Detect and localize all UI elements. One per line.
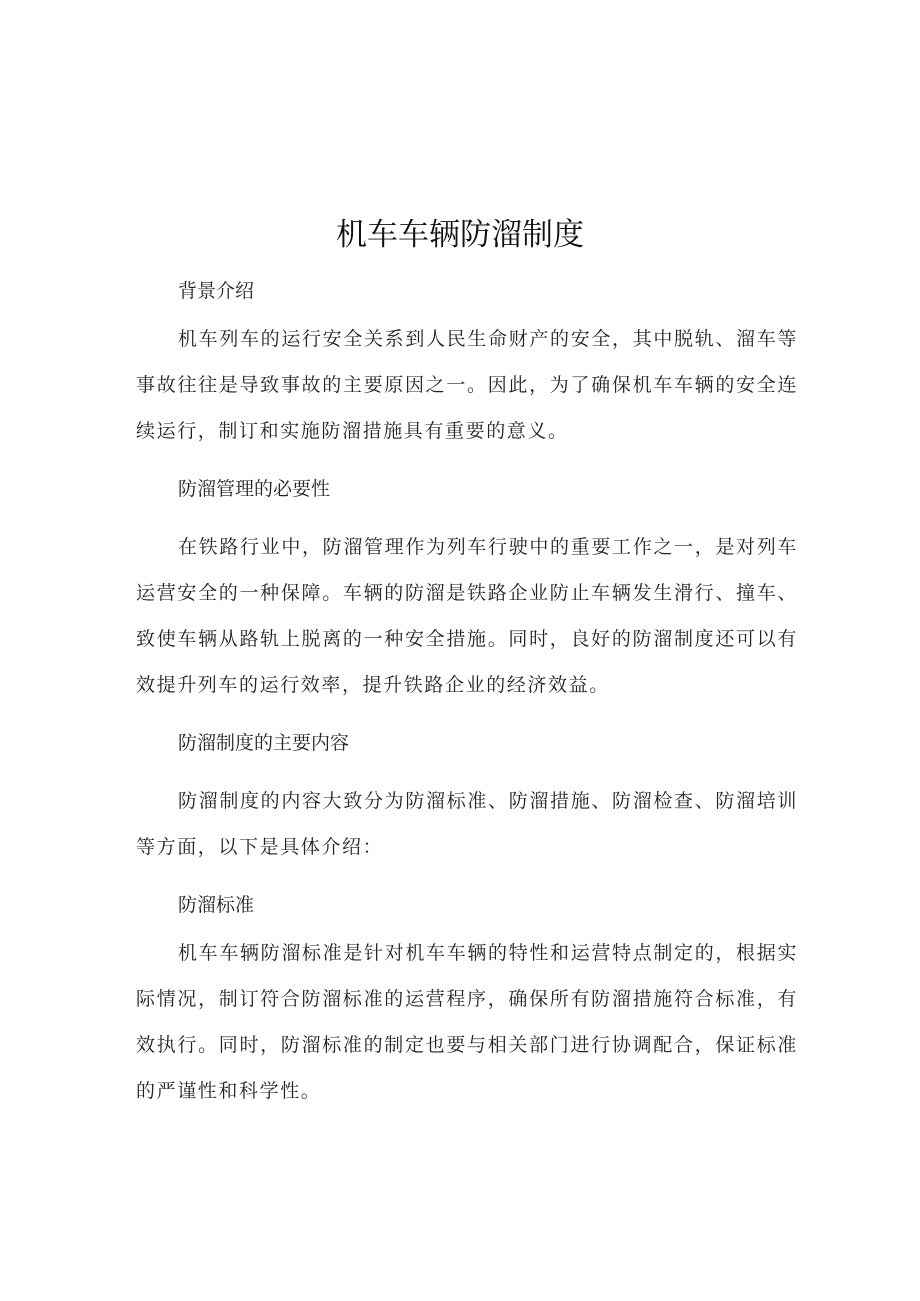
section-heading-standard: 防溜标准 — [178, 894, 255, 916]
section-paragraph-background: 机车列车的运行安全关系到人民生命财产的安全，其中脱轨、溜车等事故往往是导致事故的主要原因之一。因此，为了确保机车车辆的安全连续运行，制订和实施防溜措施具有重要的意义。 — [136, 328, 798, 442]
section-heading-necessity: 防溜管理的必要性 — [178, 478, 331, 500]
section-heading-background: 背景介绍 — [178, 280, 255, 302]
section-paragraph-main-content: 防溜制度的内容大致分为防溜标准、防溜措施、防溜检查、防溜培训等方面，以下是具体介绍： — [136, 790, 798, 858]
document-title: 机车车辆防溜制度 — [336, 217, 584, 253]
section-paragraph-standard: 机车车辆防溜标准是针对机车车辆的特性和运营特点制定的，根据实际情况，制订符合防溜标准的运营程序，确保所有防溜措施符合标准，有效执行。同时，防溜标准的制定也要与相关部门进行协调配合，保证标准的严谨性和科学性。 — [136, 942, 798, 1102]
section-heading-main-content: 防溜制度的主要内容 — [178, 732, 350, 754]
document-body — [136, 268, 798, 1114]
section-paragraph-necessity: 在铁路行业中，防溜管理作为列车行驶中的重要工作之一，是对列车运营安全的一种保障。车辆的防溜是铁路企业防止车辆发生滑行、撞车、致使车辆从路轨上脱离的一种安全措施。同时，良好的防溜制度还可以有效提升列车的运行效率，提升铁路企业的经济效益。 — [136, 536, 798, 696]
